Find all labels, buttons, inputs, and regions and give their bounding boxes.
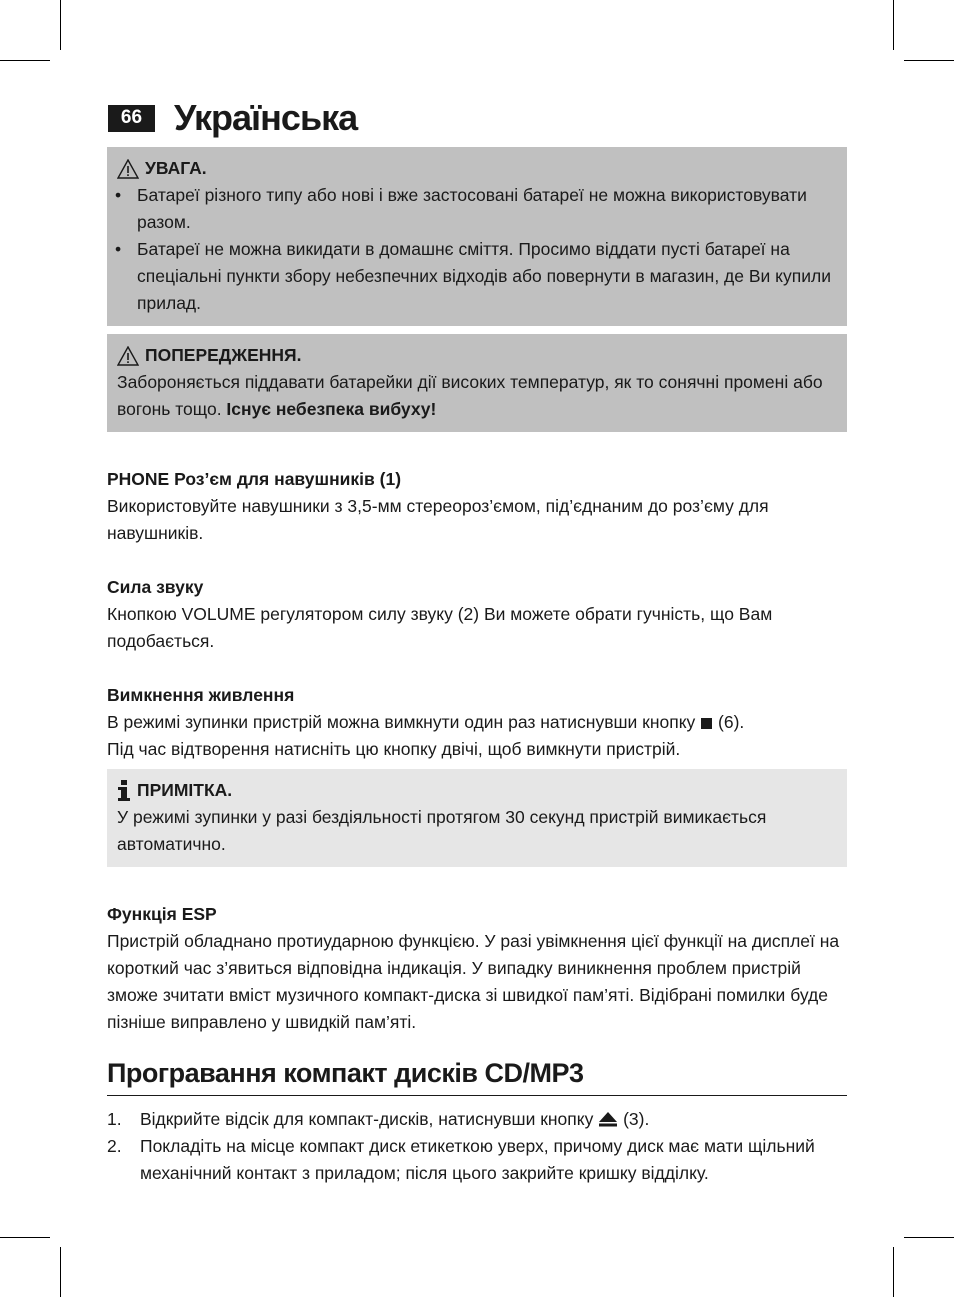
crop-mark xyxy=(60,0,61,50)
step-text: Відкрийте відсік для компакт-дисків, натиснувши кнопку xyxy=(140,1109,599,1129)
section-title: PHONE Роз’єм для навушників (1) xyxy=(107,469,402,489)
page-number: 66 xyxy=(108,105,155,132)
note-title xyxy=(117,777,837,804)
section-title: Функція ESP xyxy=(107,904,217,924)
section-text: Пристрій обладнано протиударною функцією. У разі увімкнення цієї функції на дисплеї на короткий час з’явиться відповідна індикація. У випадку виникнення проблем пристрій зможе зчитати вміст музичного компакт-диска зі швидкої пам’яті. Відібрані помилки буде пізніше виправлено у швидкій пам’яті. xyxy=(107,931,840,1032)
warning-box xyxy=(107,334,847,432)
power-off-section xyxy=(107,682,847,763)
caution-box xyxy=(107,147,847,326)
crop-mark xyxy=(60,1247,61,1297)
caution-title xyxy=(117,155,837,182)
stop-icon xyxy=(700,717,713,730)
warning-triangle-icon xyxy=(117,159,139,179)
note-box xyxy=(107,769,847,867)
page-header xyxy=(108,96,357,140)
crop-mark xyxy=(893,1247,894,1297)
power-off-text-2: Під час відтворення натисніть цю кнопку двічі, щоб вимкнути пристрій. xyxy=(107,739,681,759)
warning-title-text: ПОПЕРЕДЖЕННЯ. xyxy=(145,345,302,365)
crop-mark xyxy=(0,60,50,61)
crop-mark xyxy=(893,0,894,50)
warning-text xyxy=(117,369,837,423)
power-off-ref: (6). xyxy=(713,712,745,732)
warning-emphasis: Існує небезпека вибуху! xyxy=(226,399,437,419)
steps-list xyxy=(107,1106,847,1187)
section-title: Вимкнення живлення xyxy=(107,685,295,705)
list-item: • Батареї не можна викидати в домашнє сміття. Просимо віддати пусті батареї на спеціальні пункти збору небезпечних відходів або повернути в магазин, де Ви купили прилад. xyxy=(107,236,837,317)
warning-triangle-icon xyxy=(117,346,139,366)
step-text: Покладіть на місце компакт диск етикеткою уверх, причому диск має мати щільний механічний контакт з приладом; після цього закрийте кришку відділку. xyxy=(140,1136,815,1183)
crop-mark xyxy=(904,60,954,61)
phone-section xyxy=(107,466,847,547)
list-item xyxy=(107,1133,847,1187)
list-item: • Батареї різного типу або нові і вже застосовані батареї не можна використовувати разом. xyxy=(107,182,837,236)
note-title-text: ПРИМІТКА. xyxy=(137,780,233,800)
chapter-title: Програвання компакт дисків CD/MP3 xyxy=(107,1058,847,1096)
volume-section xyxy=(107,574,847,655)
step-ref: (3). xyxy=(618,1109,650,1129)
note-text: У режимі зупинки у разі бездіяльності протягом 30 секунд пристрій вимикається автоматично. xyxy=(117,807,767,854)
page-content xyxy=(107,147,847,1187)
crop-mark xyxy=(0,1237,50,1238)
caution-list xyxy=(117,182,837,317)
list-item xyxy=(107,1106,847,1133)
info-icon xyxy=(117,780,131,802)
crop-mark xyxy=(904,1237,954,1238)
warning-body: Забороняється піддавати батарейки дії високих температур, як то сонячні промені або вогонь тощо. xyxy=(117,372,823,419)
esp-section xyxy=(107,901,847,1036)
step-number: 2. xyxy=(107,1136,122,1156)
section-text xyxy=(107,709,847,763)
section-text: Використовуйте навушники з 3,5-мм стереороз’ємом, під’єднаним до роз’єму для навушників. xyxy=(107,496,769,543)
eject-icon xyxy=(598,1111,618,1127)
section-title: Сила звуку xyxy=(107,577,204,597)
caution-title-text: УВАГА. xyxy=(145,158,207,178)
power-off-text: В режимі зупинки пристрій можна вимкнути один раз натиснувши кнопку xyxy=(107,712,701,732)
section-text: Кнопкою VOLUME регулятором силу звуку (2) Ви можете обрати гучність, що Вам подобається. xyxy=(107,604,773,651)
step-number: 1. xyxy=(107,1109,122,1129)
warning-title xyxy=(117,342,837,369)
language-title: Українська xyxy=(174,97,358,138)
